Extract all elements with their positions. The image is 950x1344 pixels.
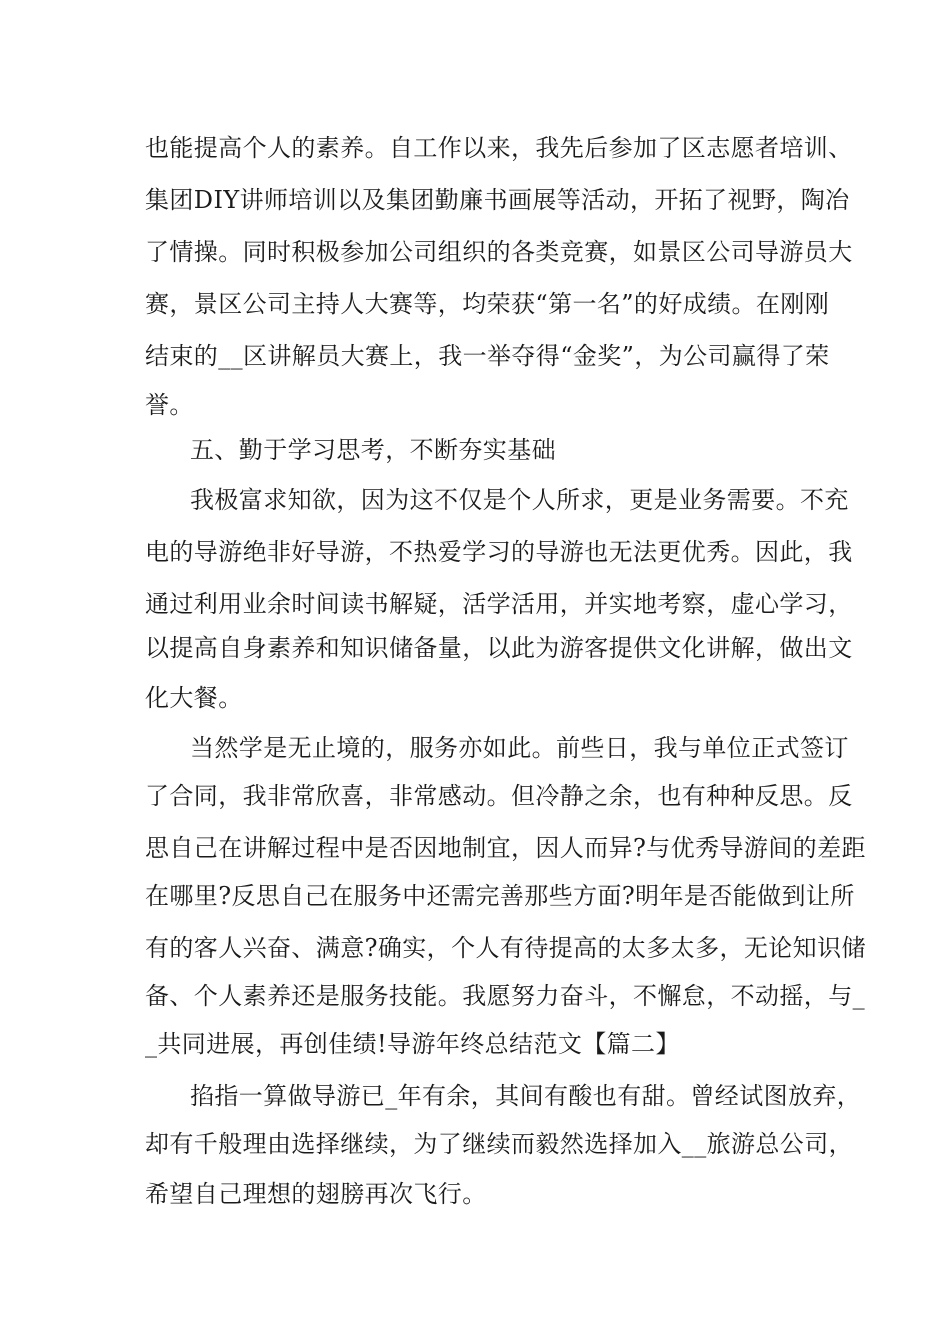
text-line: _共同进展，再创佳绩!导游年终总结范文【篇二】	[145, 1030, 680, 1058]
text-line: 集团DIY讲师培训以及集团勤廉书画展等活动，开拓了视野，陶冶	[145, 186, 850, 214]
text-line: 思自己在讲解过程中是否因地制宜，因人而异?与优秀导游间的差距	[145, 834, 866, 862]
text-line: 也能提高个人的素养。自工作以来，我先后参加了区志愿者培训、	[145, 134, 853, 162]
text-line: 备、个人素养还是服务技能。我愿努力奋斗，不懈怠，不动摇，与_	[145, 982, 865, 1010]
section-heading: 五、勤于学习思考，不断夯实基础	[190, 436, 556, 464]
text-line: 当然学是无止境的，服务亦如此。前些日，我与单位正式签订	[190, 734, 849, 762]
text-line: 誉。	[145, 391, 194, 419]
text-line: 通过利用业余时间读书解疑，活学活用，并实地考察，虚心学习，	[145, 590, 853, 618]
text-line: 了情操。同时积极参加公司组织的各类竞赛，如景区公司导游员大	[145, 238, 853, 266]
text-line: 电的导游绝非好导游，不热爱学习的导游也无法更优秀。因此，我	[145, 538, 853, 566]
text-line: 化大餐。	[145, 684, 243, 712]
text-line: 结束的__区讲解员大赛上，我一举夺得“金奖”，为公司赢得了荣	[145, 342, 830, 370]
text-line: 我极富求知欲，因为这不仅是个人所求，更是业务需要。不充	[190, 486, 849, 514]
text-line: 掐指一算做导游已_年有余，其间有酸也有甜。曾经试图放弃，	[190, 1082, 862, 1110]
text-line: 在哪里?反思自己在服务中还需完善那些方面?明年是否能做到让所	[145, 882, 855, 910]
text-line: 有的客人兴奋、满意?确实，个人有待提高的太多太多，无论知识储	[145, 934, 866, 962]
text-line: 了合同，我非常欣喜，非常感动。但冷静之余，也有种种反思。反	[145, 782, 853, 810]
text-line: 以提高自身素养和知识储备量，以此为游客提供文化讲解，做出文	[145, 634, 853, 662]
text-line: 却有千般理由选择继续，为了继续而毅然选择加入__旅游总公司，	[145, 1130, 853, 1158]
text-line: 希望自己理想的翅膀再次飞行。	[145, 1180, 487, 1208]
text-line: 赛，景区公司主持人大赛等，均荣获“第一名”的好成绩。在刚刚	[145, 290, 830, 318]
